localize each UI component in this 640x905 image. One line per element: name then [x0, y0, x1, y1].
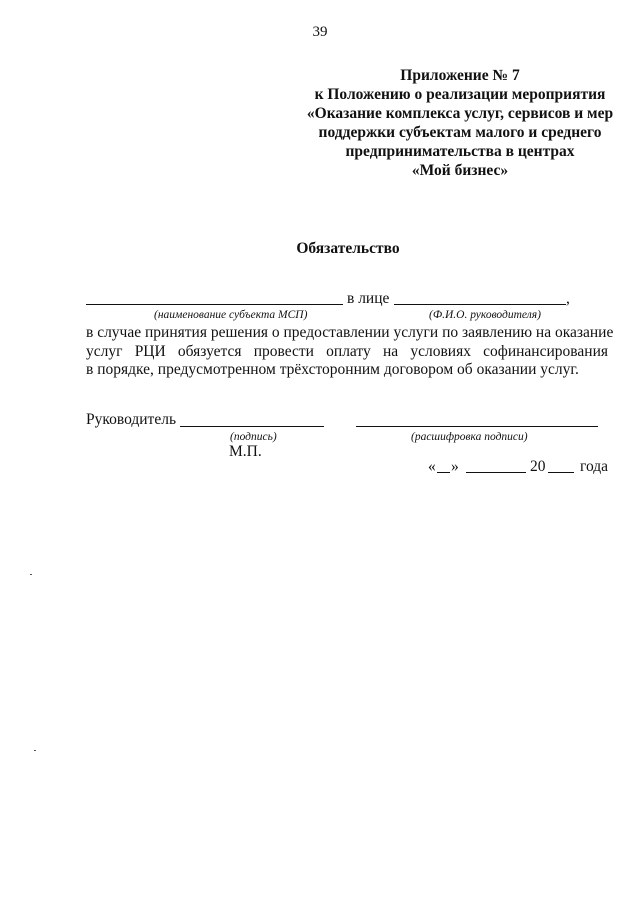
document-title: Обязательство: [296, 240, 400, 257]
signature-blank[interactable]: [180, 426, 324, 427]
date-day-blank[interactable]: [437, 472, 450, 473]
appendix-line: предпринимательства в центрах: [345, 143, 575, 160]
appendix-line: «Мой бизнес»: [411, 162, 509, 179]
signature-caption: (подпись): [230, 431, 277, 443]
body-line: в случае принятия решения о предоставлении услуги по заявлению на оказание: [86, 324, 614, 341]
body-line: услуг РЦИ обязуется провести оплату на условиях софинансирования: [86, 343, 608, 360]
in-person-label: в лице: [347, 290, 390, 307]
body-line: в порядке, предусмотренном трёхсторонним договором об оказании услуг.: [86, 361, 579, 378]
page-number: 39: [312, 24, 328, 40]
subject-name-caption: (наименование субъекта МСП): [154, 309, 308, 321]
date-year-prefix: 20: [530, 458, 546, 475]
appendix-line: поддержки субъектам малого и среднего: [318, 124, 602, 141]
signature-decoding-blank[interactable]: [356, 426, 598, 427]
date-year-suffix: года: [580, 458, 609, 475]
scan-speck: [34, 750, 36, 751]
head-label: Руководитель: [86, 411, 177, 428]
appendix-line: «Оказание комплекса услуг, сервисов и мер: [306, 105, 614, 122]
appendix-line: к Положению о реализации мероприятия: [314, 86, 606, 103]
date-year-blank[interactable]: [548, 472, 574, 473]
appendix-line: Приложение № 7: [400, 67, 520, 84]
head-name-blank[interactable]: [394, 304, 566, 305]
subject-name-blank[interactable]: [86, 304, 343, 305]
signature-decoding-caption: (расшифровка подписи): [411, 431, 528, 443]
date-month-blank[interactable]: [466, 472, 526, 473]
date-quote-open: «: [428, 458, 436, 475]
date-quote-close: »: [451, 458, 459, 475]
scan-speck: [30, 574, 32, 575]
head-name-caption: (Ф.И.О. руководителя): [429, 309, 541, 321]
comma: ,: [566, 290, 570, 307]
seal-label: М.П.: [229, 443, 262, 460]
appendix-header: [270, 66, 640, 180]
